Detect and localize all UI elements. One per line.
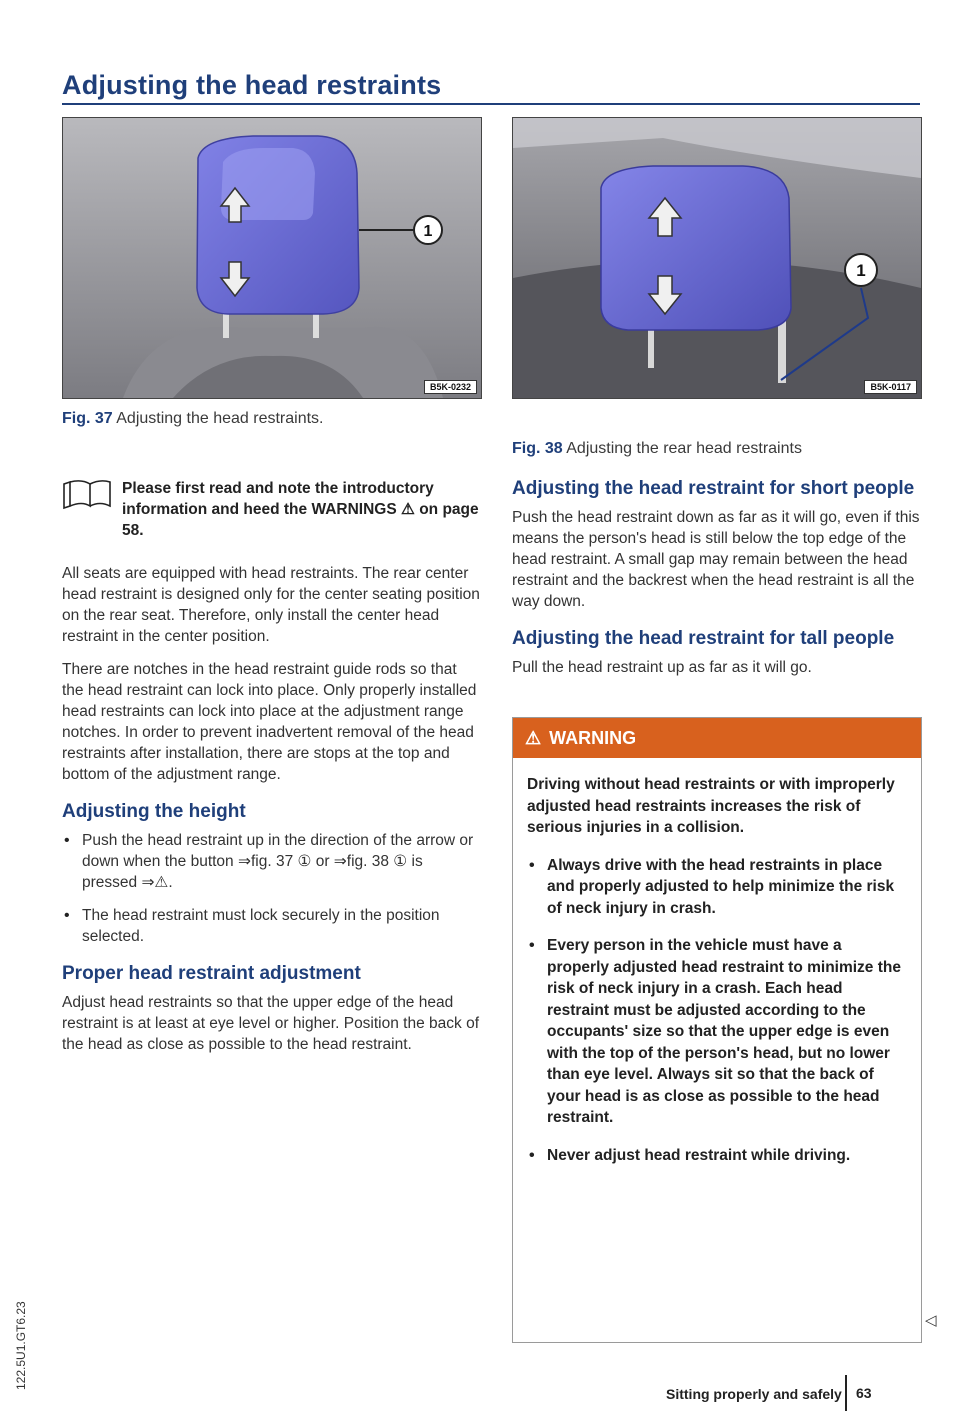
book-icon (62, 480, 112, 510)
page-number: 63 (856, 1385, 872, 1401)
heading-adjusting-height: Adjusting the height (62, 801, 246, 822)
warning-body (513, 758, 921, 1166)
heading-short-people: Adjusting the head restraint for short people (512, 478, 915, 499)
heading-tall-people: Adjusting the head restraint for tall people (512, 628, 895, 649)
warning-title: WARNING (549, 727, 637, 748)
figure-37-image (62, 117, 482, 399)
footer-divider (845, 1375, 847, 1411)
intro-note-text: Please first read and note the introductory information and heed the WARNINGS ⚠ on page 58. (122, 480, 479, 539)
tall-people-text: Pull the head restraint up as far as it will go. (512, 659, 812, 676)
figure-38-caption (512, 440, 802, 458)
side-document-code: 122.5U1.GT6.23 (14, 1301, 28, 1390)
figure-38-caption-text: Adjusting the rear head restraints (566, 440, 802, 457)
figure-37-code: B5K-0232 (424, 380, 477, 394)
warning-box (512, 717, 922, 1343)
warning-bullet-3: • Never adjust head restraint while driving. (527, 1145, 907, 1167)
warning-header (513, 718, 921, 758)
right-column (512, 462, 920, 690)
height-bullet-1: • Push the head restraint up in the direction of the arrow or down when the button ⇒fig. 37 ① or ⇒fig. 38 ① is pressed ⇒⚠. (62, 830, 480, 893)
heading-proper-adjustment: Proper head restraint adjustment (62, 963, 361, 984)
fig37-callout-label: 1 (423, 223, 433, 240)
figure-37-caption-text: Adjusting the head restraints. (116, 410, 324, 427)
headrest-front-illustration (63, 118, 481, 398)
figure-37-label: Fig. 37 (62, 410, 113, 427)
intro-note (62, 478, 480, 541)
warning-bullet-2: • Every person in the vehicle must have a properly adjusted head restraint to minimize the risk of neck injury in a crash. Each head restraint must be adjusted according to the occupants' size so that the upper edge is even with the top of the person's head, but no lower than eye level. Always sit so that the back of your head is as close as possible to the head restraint. (527, 935, 907, 1129)
figure-38-label: Fig. 38 (512, 440, 563, 457)
end-of-section-mark: ◁ (925, 1312, 937, 1329)
page-title: Adjusting the head restraints (62, 70, 442, 100)
figure-38-code: B5K-0117 (864, 380, 917, 394)
figure-37-caption (62, 410, 323, 428)
intro-paragraph-2: There are notches in the head restraint guide rods so that the head restraint can lock into place. Only properly installed head restraints can lock into place at the adjustment range notches. In order to prevent inadvertent removal of the head restraints after installation, there are stops at the top and bottom of the adjustment range. (62, 661, 477, 783)
short-people-text: Push the head restraint down as far as it will go, even if this means the person's head is still below the top edge of the head restraint. A small gap may remain between the head restraint and the backrest when the head restraint is all the way down. (512, 509, 920, 610)
intro-paragraph-1: All seats are equipped with head restraints. The rear center head restraint is designed only for the center seating position on the rear seat. Therefore, only install the center head restraint in the center position. (62, 565, 480, 645)
fig38-callout-label: 1 (856, 261, 866, 280)
left-column (62, 478, 480, 1067)
headrest-rear-illustration (513, 118, 921, 398)
footer-section-title: Sitting properly and safely (666, 1386, 842, 1402)
figure-38-image (512, 117, 922, 399)
title-rule (62, 103, 920, 105)
warning-triangle-icon: ⚠ (525, 727, 542, 748)
proper-adjustment-text: Adjust head restraints so that the upper edge of the head restraint is at least at eye level or higher. Position the back of the head as close as possible to the head restraint. (62, 994, 480, 1053)
warning-lead: Driving without head restraints or with improperly adjusted head restraints increases the risk of serious injuries in a collision. (527, 776, 895, 836)
warning-bullet-1: • Always drive with the head restraints in place and properly adjusted to help minimize the risk of neck injury in crash. (527, 855, 907, 920)
height-bullet-2: • The head restraint must lock securely in the position selected. (62, 905, 480, 947)
